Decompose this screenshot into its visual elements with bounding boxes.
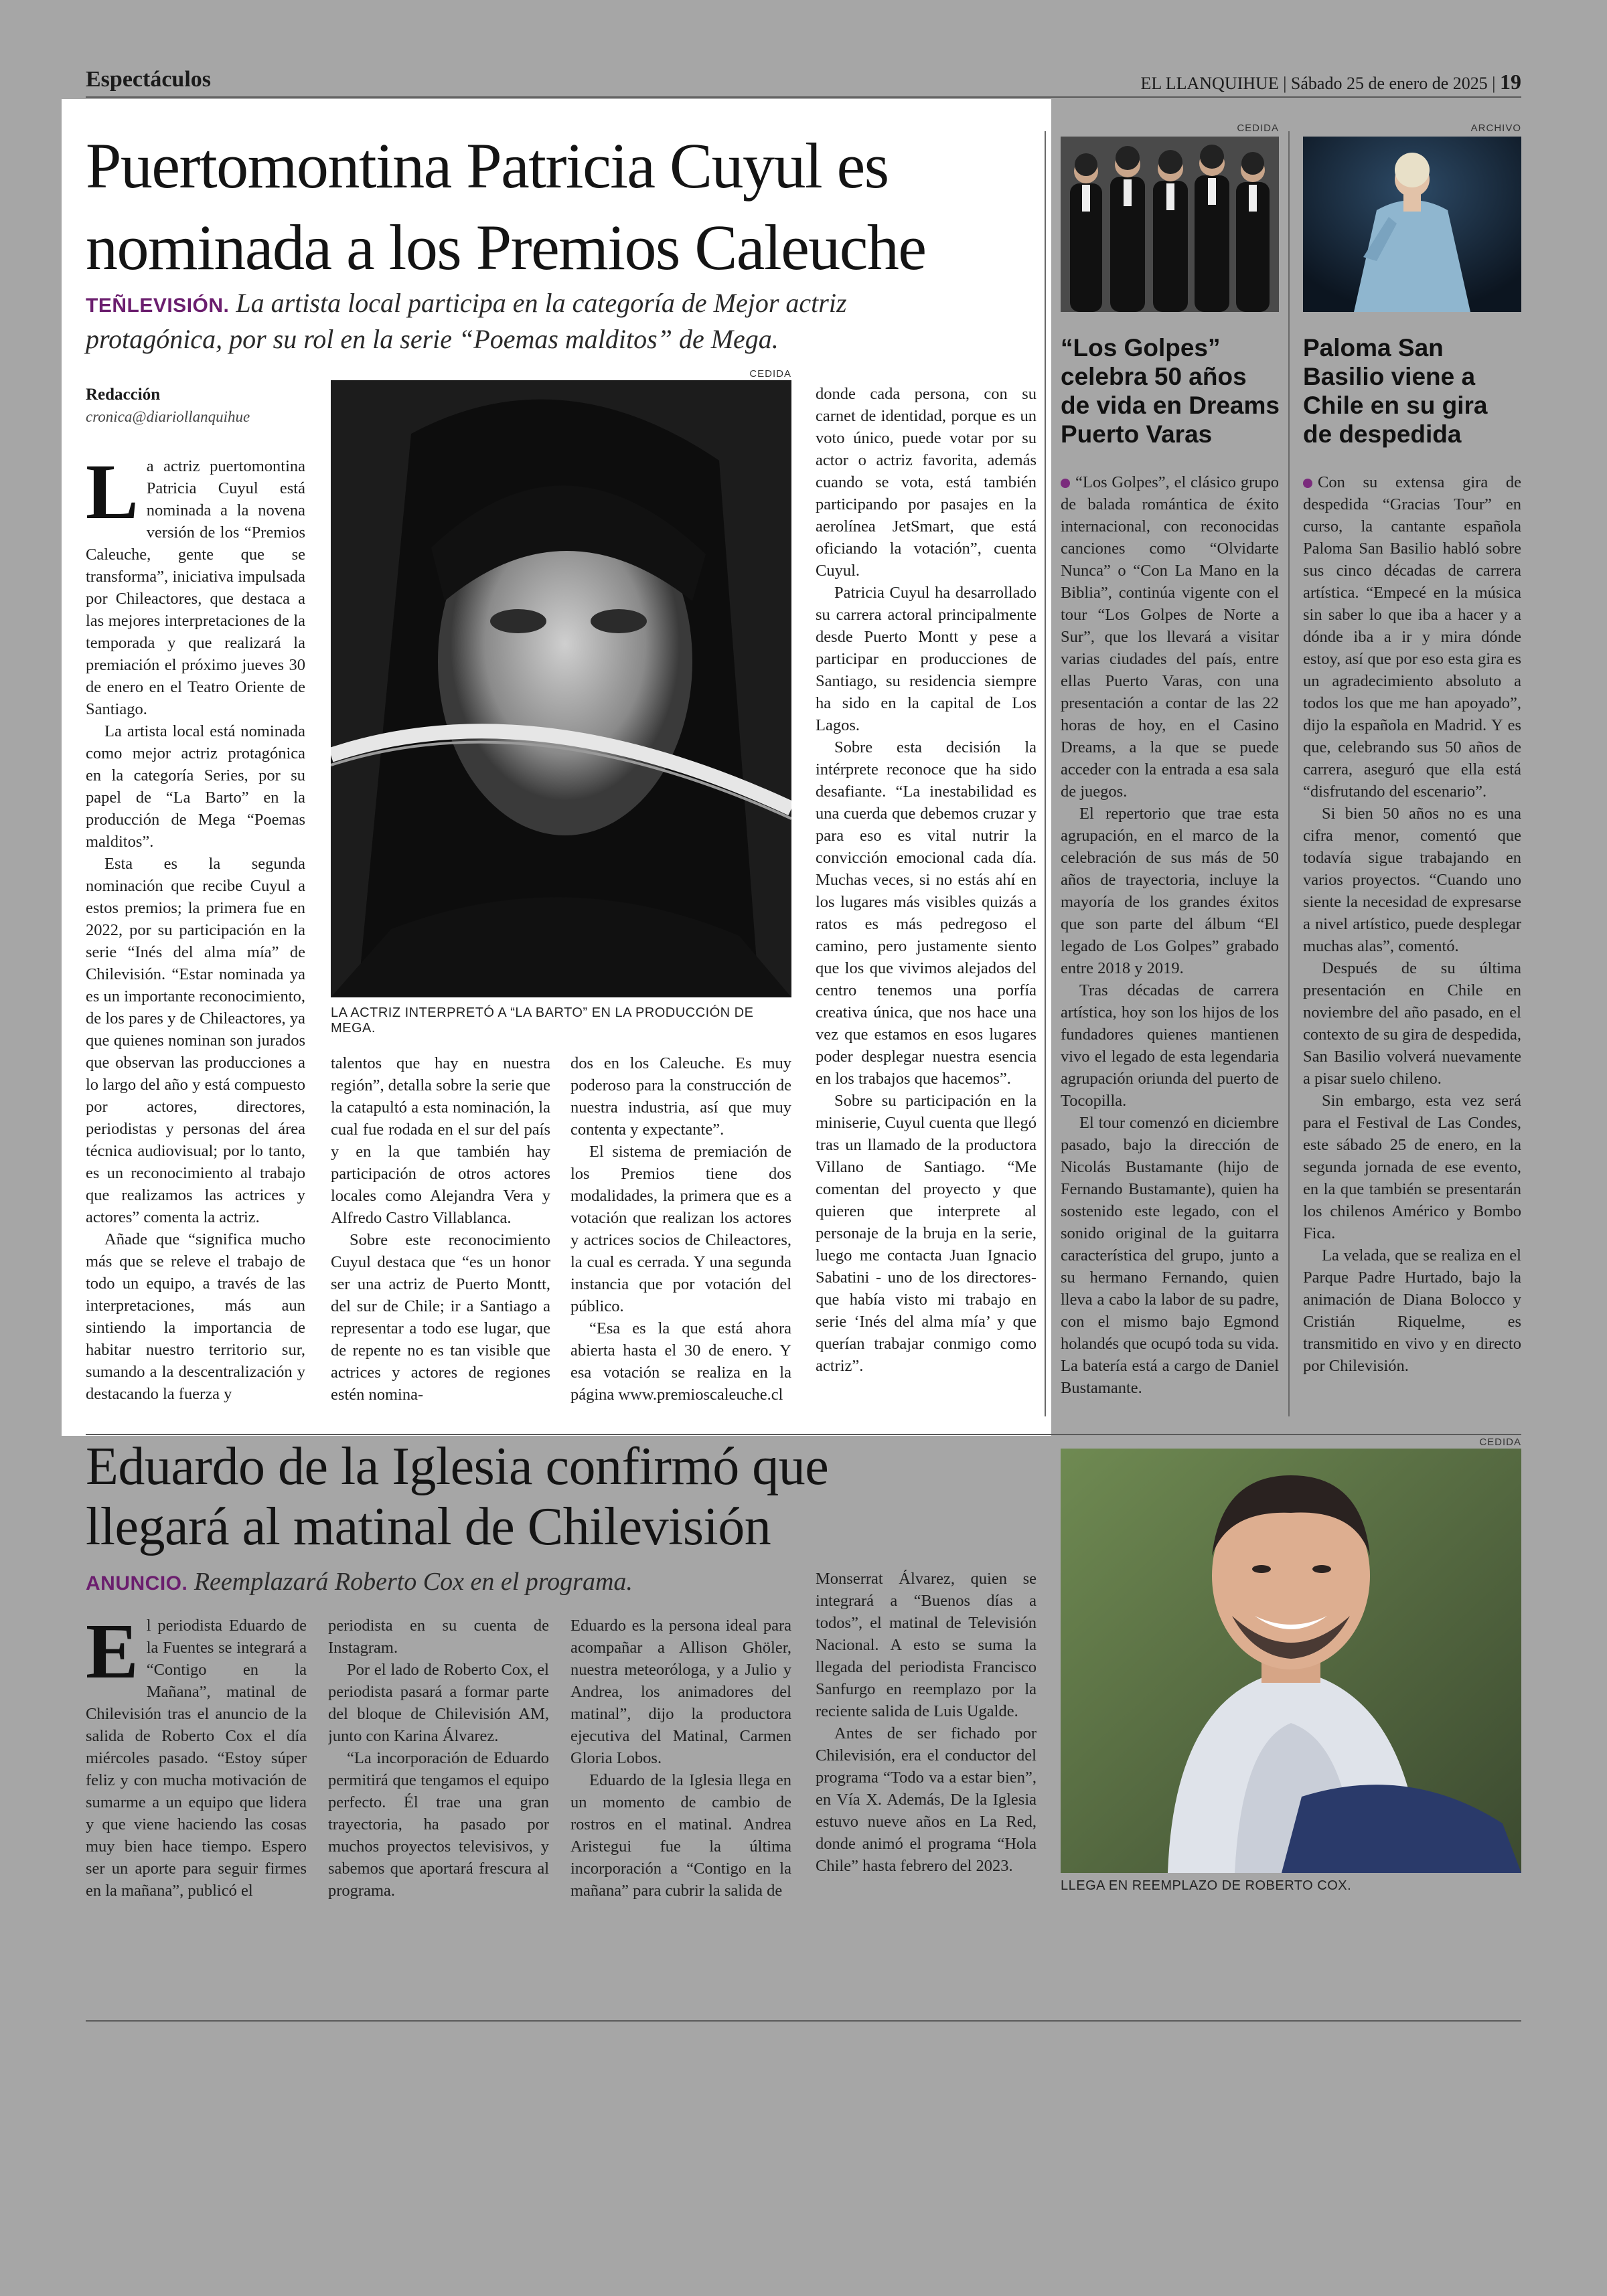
paragraph: Si bien 50 años no es una cifra menor, comentó que todavía sigue trabajando en varios proyectos. “Cuando uno siente la necesidad de expresarse a nivel artístico, puede desplegar muchas alas”, comentó. [1303, 805, 1521, 955]
page-meta: EL LLANQUIHUE | Sábado 25 de enero de 2025 | 19 [1140, 70, 1521, 94]
portrait-image [331, 380, 791, 997]
paloma-photo-credit: ARCHIVO [1470, 122, 1521, 134]
paragraph: Sobre su participación en la miniserie, Cuyul cuenta que llegó tras un llamado de la productora Villano de Santiago. “Me comentan del proyecto y que quieren que interprete al personaje de la bruja en la serie, luego me contacta Juan Ignacio Sabatini - uno de los directores- que había visto mi trabajo en serie ‘Inés del alma mía’ y que querían trabajar conmigo como actriz”. [816, 1092, 1037, 1375]
paragraph: Eduardo de la Iglesia llega en un momento de cambio de rostros en el matinal. Andrea Aristegui fue la última incorporación a “Contigo en la mañana” para cubrir la salida de [570, 1771, 791, 1900]
page-number: 19 [1500, 70, 1521, 94]
byline-email: cronica@diariollanquihue [86, 408, 250, 425]
paragraph: Esta es la segunda nominación que recibe Cuyul a estos premios; la primera fue en 2022, por su participación en la serie “Inés del alma mía” de Chilevisión. “Estar nominada ya es un importante reconocimiento, de los pares y de Chileactores, ya que quienes nominan son jurados que observan las producciones a lo largo del año y está compuesto por actores, directores, periodistas y personas del área técnica audiovisual; por lo tanto, es un reconocimiento al trabajo que realizamos las actrices y actores” comenta la actriz. [86, 855, 305, 1226]
main-article-col2 [331, 1052, 550, 1414]
paragraph: periodista en su cuenta de Instagram. [328, 1617, 549, 1657]
second-headline-line2: llegará al matinal de Chilevisión [86, 1497, 771, 1556]
portrait-photo [331, 380, 791, 997]
paragraph: “Esa es la que está ahora abierta hasta el 30 de enero. Y esa votación se realiza en la página www.premioscaleuche.cl [570, 1319, 791, 1404]
main-subhead [86, 286, 923, 356]
paloma-image [1303, 137, 1521, 312]
paragraph: Patricia Cuyul ha desarrollado su carrera actoral principalmente desde Puerto Montt y pese a participar en producciones de Santiago, su residencia siempre ha sido en la capital de Los Lagos. [816, 584, 1037, 734]
main-article-col3 [570, 1052, 791, 1414]
main-article-col1 [86, 455, 305, 1419]
golpes-photo-credit: CEDIDA [1237, 122, 1279, 134]
paragraph: donde cada persona, con su carnet de identidad, porque es un voto único, puede votar por su actor o actriz favorita, además cuando se vota, está también participando por pasajes en la aerolínea JetSmart, que está oficiando la votación”, cuenta Cuyul. [816, 385, 1037, 580]
dropcap: E [86, 1615, 139, 1695]
golpes-body [1061, 471, 1279, 1414]
photo-credit: CEDIDA [749, 368, 791, 380]
bottom-rule [86, 2020, 1521, 2022]
second-kicker: ANUNCIO. [86, 1572, 188, 1594]
paragraph: Sin embargo, esta vez será para el Festival de Las Condes, este sábado 25 de enero, en la segunda jornada de ese evento, en la que también se presentarán los chilenos Américo y Bombo Fica. [1303, 1092, 1521, 1242]
bullet-icon [1303, 479, 1312, 488]
paragraph: El repertorio que trae esta agrupación, en el marco de la celebración de sus más de 50 años de trayectoria, incluye la mayoría de los grandes éxitos que son parte del álbum “El legado de Los Golpes” grabado entre 2018 y 2019. [1061, 805, 1279, 977]
second-headline-line1: Eduardo de la Iglesia confirmó que [86, 1437, 829, 1496]
second-article-col4 [816, 1568, 1037, 1909]
paragraph: Sobre este reconocimiento Cuyul destaca que “es un honor ser una actriz de Puerto Montt, del sur de Chile; ir a Santiago a representar a todo ese lugar, que de repente no es tan visible que actrices y actores de regiones estén nomina- [331, 1231, 550, 1404]
golpes-image [1061, 137, 1279, 312]
column-divider [1288, 131, 1290, 1416]
paragraph: a actriz puertomontina Patricia Cuyul está nominada a la novena versión de los “Premios Caleuche, gente que se transforma”, iniciativa impulsada por Chileactores, que destaca a las mejores interpretaciones de la temporada y que realizará la premiación el próximo jueves 30 de enero en el Teatro Oriente de Santiago. [86, 457, 305, 718]
article-divider [86, 1434, 1521, 1435]
paragraph: Por el lado de Roberto Cox, el periodista pasará a formar parte del bloque de Chilevisión AM, junto con Karina Álvarez. [328, 1661, 549, 1745]
paragraph: Después de su última presentación en Chile en noviembre del año pasado, en el contexto de su gira de despedida, San Basilio volverá nuevamente a pisar suelo chileno. [1303, 959, 1521, 1088]
paragraph: Antes de ser fichado por Chilevisión, era el conductor del programa “Todo va a estar bien”, en Vía X. Además, De la Iglesia estuvo nueve años en La Red, donde animó el programa “Hola Chile” hasta febrero del 2023. [816, 1724, 1037, 1875]
paloma-title: Paloma San Basilio viene a Chile en su gira de despedida [1303, 334, 1488, 448]
eduardo-image [1061, 1449, 1521, 1873]
paragraph-text: “Los Golpes”, el clásico grupo de balada romántica de éxito internacional, con reconocidas canciones como “Olvidarte Nunca” o “Con La Mano en la Biblia”, continúa vigente con el tour “Los Golpes de Norte a Sur”, que los llevará a visitar varias ciudades del país, entre ellas Puerto Varas, con una presentación a contar de las 22 horas de hoy, en el Casino Dreams, a la que se puede acceder con la entrada a esa sala de juegos. [1061, 473, 1279, 801]
second-photo-credit: CEDIDA [1479, 1437, 1521, 1448]
paragraph: Añade que “significa mucho más que se releve el trabajo de todo un equipo, a través de las interpretaciones, más aun sintiendo la importancia de habitar nuestro territorio sur, sumando a la descentralización y destacando la fuerza y [86, 1230, 305, 1403]
paragraph: Sobre esta decisión la intérprete reconoce que ha sido desafiante. “La inestabilidad es una cuerda que debemos cruzar y para eso es vital nutrir la convicción emocional cada día. Muchas veces, si no estás ahí en los lugares más visibles quizás a ratos es más pedregoso el camino, pero justamente siento que los que vivimos alejados del centro tenemos una porfía creativa única, que nos hace una vez que estamos en esos lugares poder desplegar nuestra esencia en los trabajos que hacemos”. [816, 738, 1037, 1088]
paragraph: l periodista Eduardo de la Fuentes se integrará a “Contigo en la Mañana”, matinal de Chilevisión tras el anuncio de la salida de Roberto Cox el día miércoles pasado. “Estoy súper feliz y con mucha motivación de sumarme a un equipo que lidera y que viene haciendo las cosas muy bien hace tiempo. Espero ser un aporte para seguir firmes en la mañana”, publicó el [86, 1617, 307, 1900]
paragraph: talentos que hay en nuestra región”, detalla sobre la serie que la catapultó a esta nominación, la cual fue rodada en el sur del país y en la que también hay participación de otros actores locales como Alejandra Vera y Alfredo Castro Villablanca. [331, 1054, 550, 1227]
main-article-col4 [816, 383, 1037, 1414]
section-name: Espectáculos [86, 67, 211, 92]
paragraph: Eduardo es la persona ideal para acompañar a Allison Ghöler, nuestra meteoróloga, y a Julio y Andrea, los animadores del matinal”, dijo la productora ejecutiva del Matinal, Carmen Gloria Lobos. [570, 1617, 791, 1767]
eduardo-photo [1061, 1449, 1521, 1873]
golpes-photo [1061, 137, 1279, 312]
paragraph [1303, 471, 1521, 803]
header-rule [86, 96, 1521, 98]
paragraph: El sistema de premiación de los Premios tiene dos modalidades, la primera que es a votación que realizan los actores y actrices socios de Chileactores, la cual es cerrada. Y una segunda instancia que por votación del público. [570, 1143, 791, 1315]
paragraph-text: Con su extensa gira de despedida “Gracias Tour” en curso, la cantante española Paloma San Basilio habló sobre sus cinco décadas de carrera artística. “Empecé en la música sin saber lo que iba a hacer y a dónde iba a ir y mira dónde estoy, así que por eso esta gira es un agradecimiento absoluto a todos los que me han apoyado”, dijo la española en Madrid. Y es que, celebrando sus 50 años de carrera, aseguró que ella está “disfrutando del escenario”. [1303, 473, 1521, 801]
second-article-col3 [570, 1615, 791, 1909]
paragraph: Tras décadas de carrera artística, hoy son los hijos de los fundadores quienes mantienen vivo el legado de esta legendaria agrupación oriunda del puerto de Tocopilla. [1061, 981, 1279, 1110]
paragraph: Monserrat Álvarez, quien se integrará a “Buenos días a todos”, el matinal de Televisión Nacional. A esto se suma la llegada del periodista Francisco Sanfurgo en reemplazo por la reciente salida de Luis Ugalde. [816, 1570, 1037, 1720]
main-headline-line2: nominada a los Premios Caleuche [86, 212, 926, 283]
second-photo-caption: LLEGA EN REEMPLAZO DE ROBERTO COX. [1061, 1878, 1352, 1893]
paragraph: dos en los Caleuche. Es muy poderoso para la construcción de nuestra industria, así que muy contenta y expectante”. [570, 1054, 791, 1139]
column-divider [1045, 131, 1046, 1416]
photo-caption: LA ACTRIZ INTERPRETÓ A “LA BARTO” EN LA PRODUCCIÓN DE MEGA. [331, 1005, 754, 1036]
main-headline-line1: Puertomontina Patricia Cuyul es [86, 130, 889, 201]
paloma-body [1303, 471, 1521, 1414]
dropcap: L [86, 455, 139, 536]
golpes-title: “Los Golpes” celebra 50 años de vida en Dreams Puerto Varas [1061, 334, 1280, 448]
paloma-photo [1303, 137, 1521, 312]
bullet-icon [1061, 479, 1070, 488]
issue-date: Sábado 25 de enero de 2025 [1290, 74, 1488, 93]
main-subhead-text: La artista local participa en la categoría de Mejor actriz protagónica, por su rol en la serie “Poemas malditos” de Mega. [86, 288, 847, 354]
main-kicker: TEÑLEVISIÓN. [86, 295, 230, 317]
paragraph: El tour comenzó en diciembre pasado, bajo la dirección de Nicolás Bustamante (hijo de Fernando Bustamante), quien ha sostenido este legado, con el sonido original de la guitarra característica del grupo, junto a su hermano Fernando, quien lleva a cabo la labor de su padre, con el mismo bajo Egmond holandés que ocupó toda su vida. La batería está a cargo de Daniel Bustamante. [1061, 1114, 1279, 1397]
paragraph: La artista local está nominada como mejor actriz protagónica en la categoría Series, por su papel de “La Barto” en la producción de Mega “Poemas malditos”. [86, 722, 305, 851]
paragraph: “La incorporación de Eduardo permitirá que tengamos el equipo perfecto. Él trae una gran trayectoria, ha pasado por muchos proyectos televisivos, y sabemos que aportará frescura al programa. [328, 1749, 549, 1900]
byline: Redacción [86, 386, 161, 404]
second-article-col1 [86, 1615, 307, 1909]
second-article-col2 [328, 1615, 549, 1909]
paragraph: La velada, que se realiza en el Parque Padre Hurtado, bajo la animación de Diana Bolocco y Cristián Riquelme, es transmitido en vivo y en directo por Chilevisión. [1303, 1246, 1521, 1375]
paragraph [1061, 471, 1279, 803]
publication-name: EL LLANQUIHUE [1140, 74, 1279, 93]
second-subhead-text: Reemplazará Roberto Cox en el programa. [194, 1568, 633, 1596]
